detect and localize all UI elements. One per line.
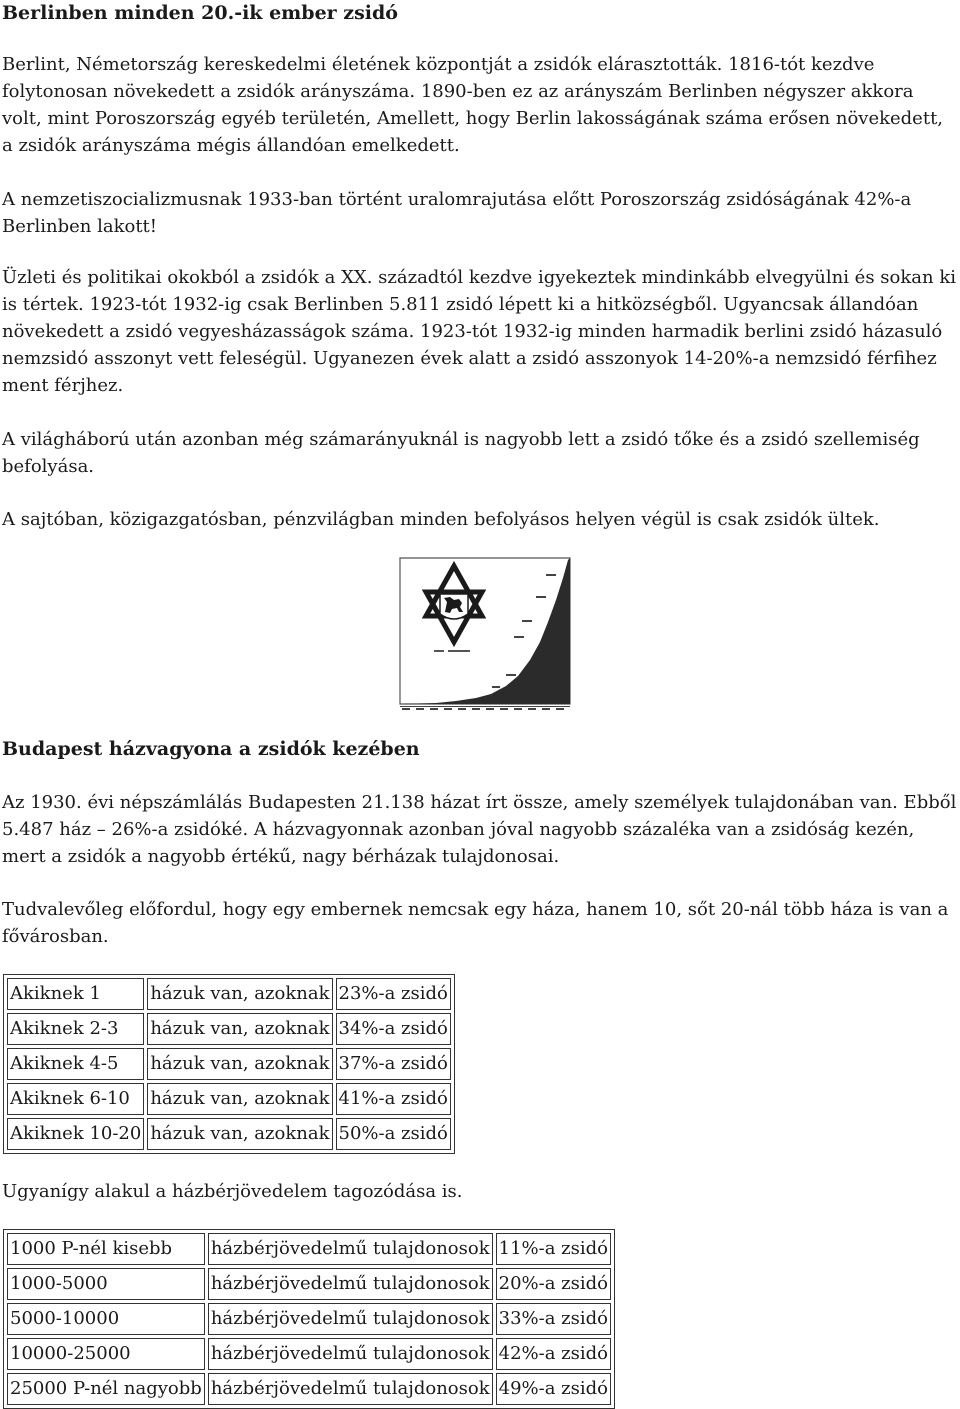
paragraph-berlin-5: A sajtóban, közigazgatósban, pénzvilágban minden befolyásos helyen végül is csak zsidók ültek. — [2, 509, 880, 530]
table-cell: házbérjövedelmű tulajdonosok — [208, 1373, 493, 1405]
table-cell: 11%-a zsidó — [496, 1233, 611, 1265]
paragraph-berlin-3: Üzleti és politikai okokból a zsidók a XX. századtól kezdve igyekeztek mindinkább elvegyülni és sokan ki is tértek. 1923-tót 1932-ig csak Berlinben 5.811 zsidó lépett ki a hitközségből. Ugyancsak állandóan növekedett a zsidó vegyesházasságok száma. 1923-tót 1932-ig minden harmadik berlini zsidó házasuló nemzsidó asszonyt vett feleségül. Ugyanezen évek alatt a zsidó asszonyok 14-20%-a nemzsidó férfihez ment férjhez. — [2, 267, 956, 396]
paragraph-budapest-2: Tudvalevőleg előfordul, hogy egy embernek nemcsak egy háza, hanem 10, sőt 20-nál több háza is van a fővárosban. — [2, 899, 949, 947]
table-cell: házbérjövedelmű tulajdonosok — [208, 1338, 493, 1370]
table-cell: Akiknek 10-20 — [7, 1118, 144, 1150]
table-cell: házuk van, azoknak — [147, 1013, 332, 1045]
table-row — [7, 978, 451, 1010]
table-cell: 1000 P-nél kisebb — [7, 1233, 205, 1265]
berlin-growth-figure — [396, 556, 574, 712]
table-cell: 49%-a zsidó — [496, 1373, 611, 1405]
paragraph-berlin-2: A nemzetiszocializmusnak 1933-ban történt uralomrajutása előtt Poroszország zsidóságának 42%-a Berlinben lakott! — [2, 189, 912, 237]
table-cell: házuk van, azoknak — [147, 1048, 332, 1080]
table-cell: 1000-5000 — [7, 1268, 205, 1300]
table-cell: 41%-a zsidó — [336, 1083, 451, 1115]
table-row — [7, 1373, 611, 1405]
table-row — [7, 1083, 451, 1115]
table-row — [7, 1013, 451, 1045]
table-row — [7, 1048, 451, 1080]
paragraph-budapest-1: Az 1930. évi népszámlálás Budapesten 21.138 házat írt össze, amely személyek tulajdonában van. Ebből 5.487 ház – 26%-a zsidóké. A házvagyonnak azonban jóval nagyobb százaléka van a zsidóság kezén, mert a zsidók a nagyobb értékű, nagy bérházak tulajdonosai. — [2, 792, 957, 867]
table-cell: Akiknek 1 — [7, 978, 144, 1010]
paragraph-budapest-3: Ugyanígy alakul a házbérjövedelem tagozódása is. — [2, 1181, 463, 1202]
table-cell: 10000-25000 — [7, 1338, 205, 1370]
table-cell: házuk van, azoknak — [147, 978, 332, 1010]
table-cell: házuk van, azoknak — [147, 1118, 332, 1150]
table-row — [7, 1338, 611, 1370]
table-cell: Akiknek 2-3 — [7, 1013, 144, 1045]
table-cell: 33%-a zsidó — [496, 1303, 611, 1335]
table-cell: házuk van, azoknak — [147, 1083, 332, 1115]
house-ownership-table — [3, 974, 455, 1154]
growth-curve-image — [396, 556, 574, 712]
table-cell: 42%-a zsidó — [496, 1338, 611, 1370]
table-cell: házbérjövedelmű tulajdonosok — [208, 1303, 493, 1335]
table-cell: 25000 P-nél nagyobb — [7, 1373, 205, 1405]
rental-income-table — [3, 1229, 615, 1409]
table-row — [7, 1268, 611, 1300]
table-cell: házbérjövedelmű tulajdonosok — [208, 1268, 493, 1300]
table-cell: 5000-10000 — [7, 1303, 205, 1335]
table-cell: Akiknek 4-5 — [7, 1048, 144, 1080]
table-cell: 20%-a zsidó — [496, 1268, 611, 1300]
table-row — [7, 1303, 611, 1335]
paragraph-berlin-4: A világháború után azonban még számarányuknál is nagyobb lett a zsidó tőke és a zsidó szellemiség befolyása. — [2, 429, 920, 477]
table-cell: házbérjövedelmű tulajdonosok — [208, 1233, 493, 1265]
paragraph-berlin-1: Berlint, Németország kereskedelmi életének központját a zsidók elárasztották. 1816-tót kezdve folytonosan növekedett a zsidók arányszáma. 1890-ben ez az arányszám Berlinben négyszer akkora volt, mint Poroszország egyéb területén, Amellett, hogy Berlin lakosságának száma erősen növekedett, a zsidók arányszáma mégis állandóan emelkedett. — [2, 54, 944, 156]
table-cell: 50%-a zsidó — [336, 1118, 451, 1150]
table-cell: 23%-a zsidó — [336, 978, 451, 1010]
table-cell: 37%-a zsidó — [336, 1048, 451, 1080]
table-row — [7, 1118, 451, 1150]
table-row — [7, 1233, 611, 1265]
section-title-budapest: Budapest házvagyona a zsidók kezében — [2, 738, 420, 760]
table-cell: 34%-a zsidó — [336, 1013, 451, 1045]
section-title-berlin: Berlinben minden 20.-ik ember zsidó — [2, 2, 398, 24]
table-cell: Akiknek 6-10 — [7, 1083, 144, 1115]
